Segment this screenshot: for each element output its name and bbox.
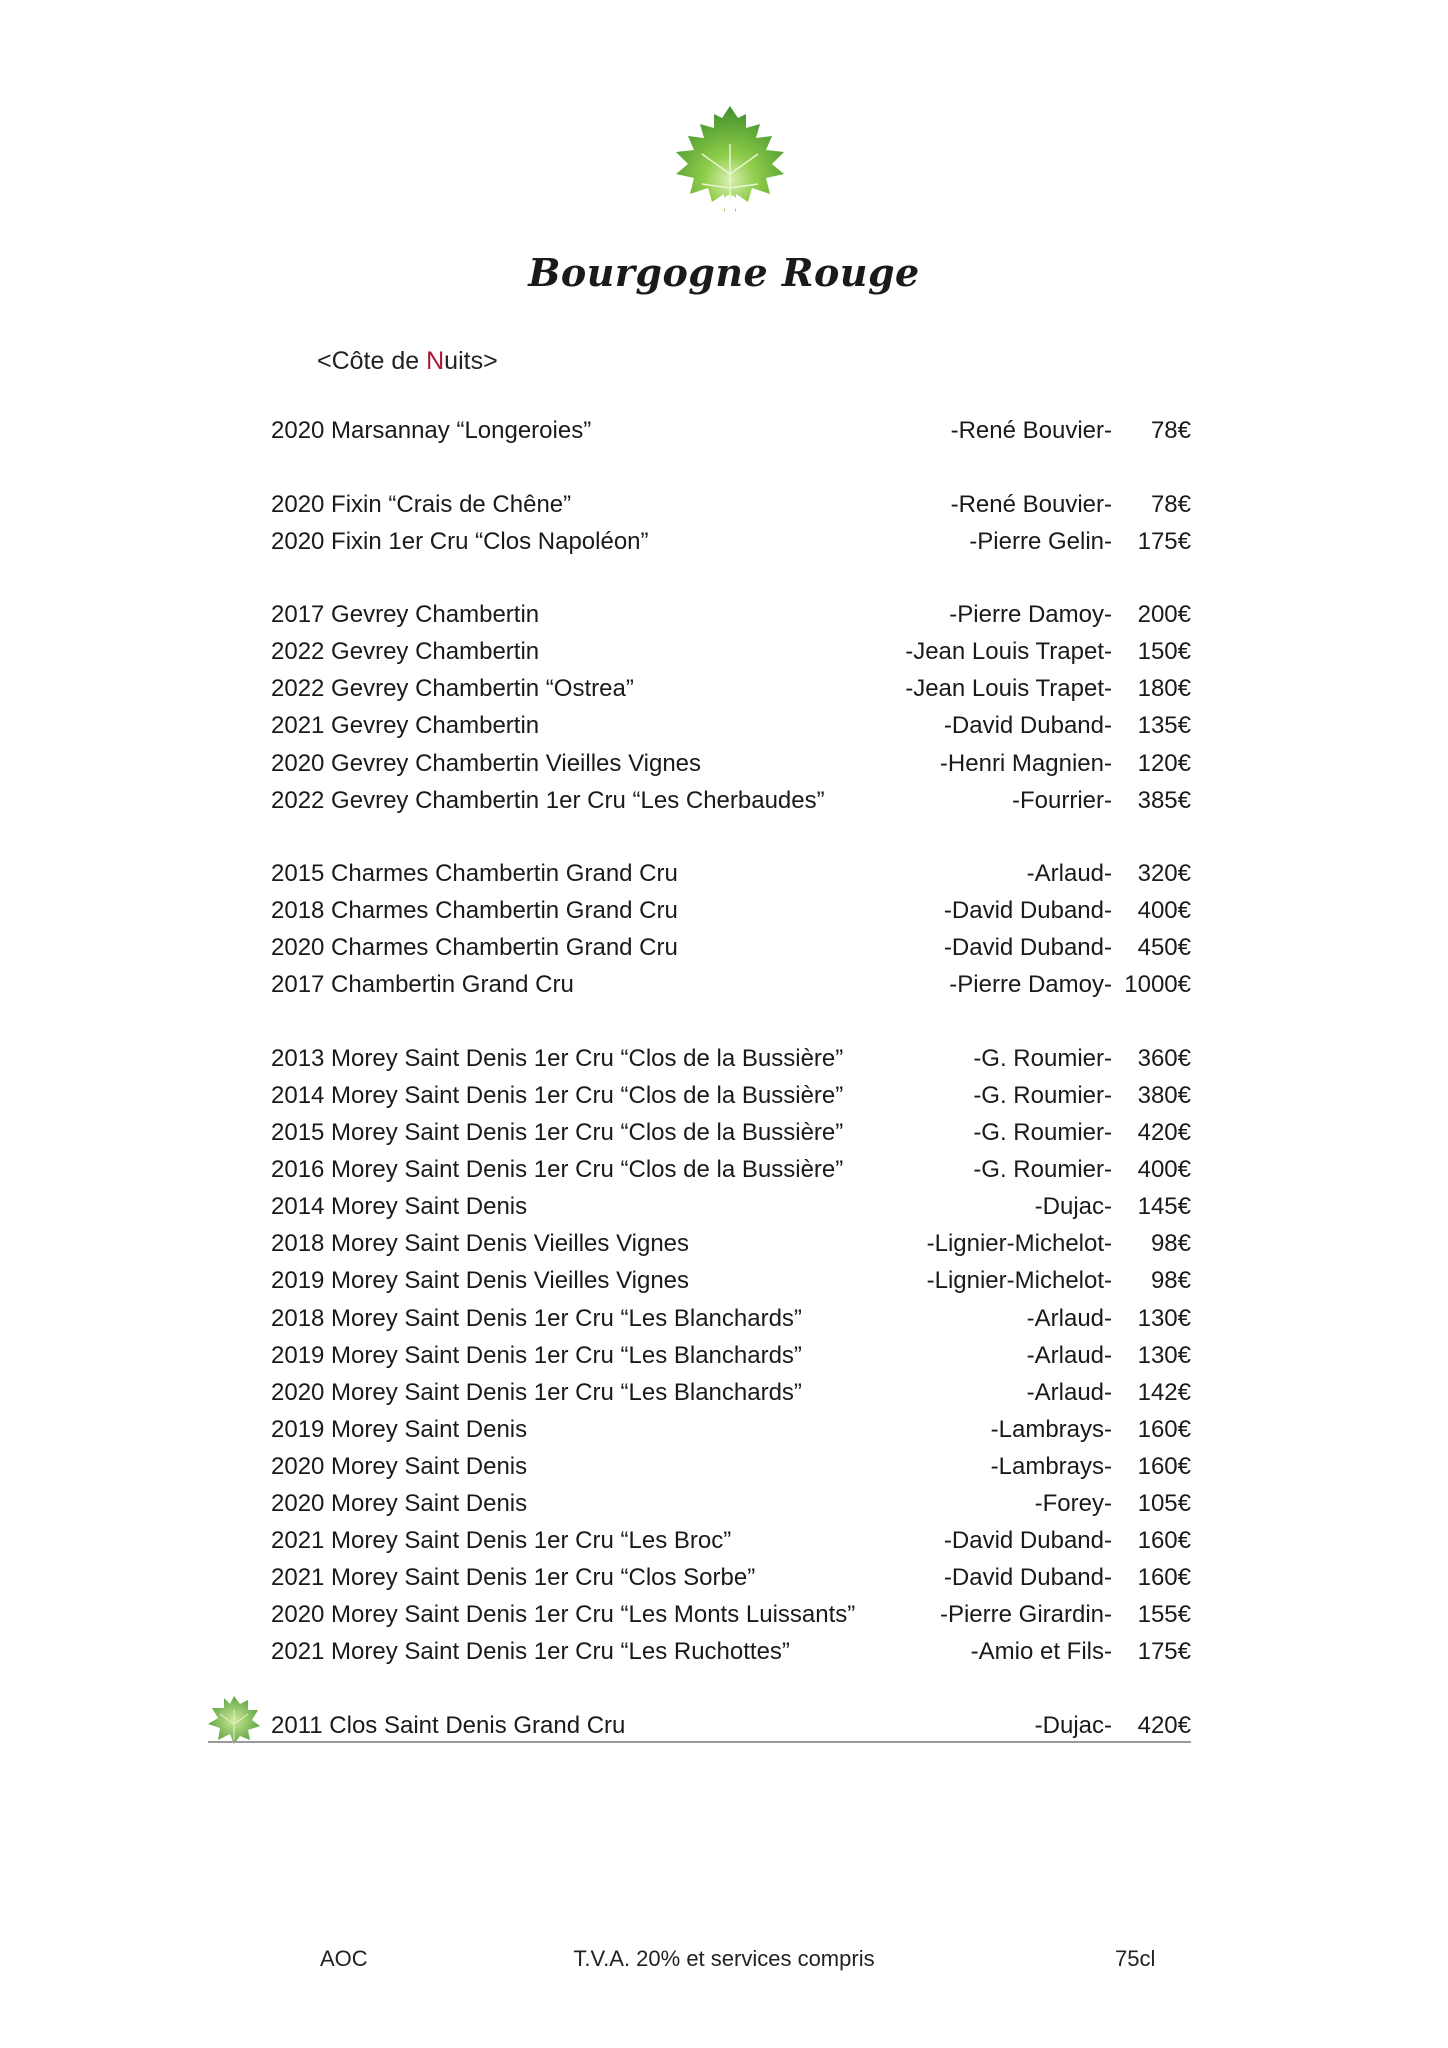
wine-producer: -Jean Louis Trapet-: [905, 675, 1112, 702]
wine-row: [271, 1152, 1191, 1188]
wine-price: 160€: [1137, 1453, 1191, 1480]
wine-name: 2016 Morey Saint Denis 1er Cru “Clos de la Bussière”: [271, 1156, 844, 1183]
wine-price: 160€: [1137, 1564, 1191, 1591]
wine-price: 105€: [1137, 1490, 1191, 1517]
wine-producer: -G. Roumier-: [973, 1156, 1112, 1183]
wine-producer: -Jean Louis Trapet-: [905, 638, 1112, 665]
wine-price: 420€: [1137, 1712, 1191, 1739]
section-accent-letter: N: [426, 347, 445, 375]
wine-price: 160€: [1137, 1416, 1191, 1443]
wine-row: [271, 1375, 1191, 1411]
wine-name: 2011 Clos Saint Denis Grand Cru: [271, 1712, 626, 1739]
footer-tax-note: T.V.A. 20% et services compris: [573, 1946, 875, 1971]
wine-name: 2013 Morey Saint Denis 1er Cru “Clos de la Bussière”: [271, 1045, 844, 1072]
wine-row: [271, 1078, 1191, 1114]
wine-price: 130€: [1137, 1305, 1191, 1332]
wine-producer: -Lignier-Michelot-: [926, 1267, 1112, 1294]
wine-producer: -Lambrays-: [990, 1453, 1112, 1480]
wine-row: [271, 1412, 1191, 1448]
wine-price: 1000€: [1124, 971, 1191, 998]
wine-producer: -Arlaud-: [1026, 860, 1112, 887]
wine-producer: -Dujac-: [1034, 1193, 1112, 1220]
wine-producer: -Pierre Damoy-: [949, 971, 1112, 998]
wine-row: [271, 783, 1191, 819]
wine-name: 2019 Morey Saint Denis Vieilles Vignes: [271, 1267, 690, 1294]
wine-producer: -David Duband-: [943, 712, 1112, 739]
wine-producer: -Forey-: [1034, 1490, 1112, 1517]
wine-row: [271, 487, 1191, 523]
wine-name: 2014 Morey Saint Denis 1er Cru “Clos de la Bussière”: [271, 1082, 844, 1109]
wine-row: [271, 893, 1191, 929]
featured-row-underline: [208, 1741, 1191, 1743]
footer-aoc: AOC: [320, 1946, 368, 1971]
wine-price: 160€: [1137, 1527, 1191, 1554]
section-prefix: <Côte de: [317, 347, 427, 375]
footer-volume: 75cl: [1115, 1946, 1156, 1971]
wine-producer: -Arlaud-: [1026, 1342, 1112, 1369]
wine-row: [271, 1041, 1191, 1077]
wine-row: [271, 708, 1191, 744]
wine-row: [271, 1708, 1191, 1744]
wine-producer: -G. Roumier-: [973, 1119, 1112, 1146]
wine-name: 2020 Morey Saint Denis: [271, 1490, 528, 1517]
wine-producer: -G. Roumier-: [973, 1082, 1112, 1109]
wine-price: 385€: [1137, 787, 1191, 814]
wine-price: 78€: [1150, 491, 1191, 518]
wine-name: 2015 Charmes Chambertin Grand Cru: [271, 860, 678, 887]
section-suffix: uits>: [444, 347, 498, 375]
wine-name: 2015 Morey Saint Denis 1er Cru “Clos de la Bussière”: [271, 1119, 844, 1146]
page-title: Bourgogne Rouge: [528, 250, 920, 295]
wine-row: [271, 1338, 1191, 1374]
wine-producer: -David Duband-: [943, 934, 1112, 961]
wine-name: 2020 Fixin 1er Cru “Clos Napoléon”: [271, 528, 649, 555]
wine-price: 380€: [1137, 1082, 1191, 1109]
wine-row: [271, 746, 1191, 782]
wine-price: 320€: [1137, 860, 1191, 887]
wine-name: 2014 Morey Saint Denis: [271, 1193, 528, 1220]
wine-producer: -G. Roumier-: [973, 1045, 1112, 1072]
wine-name: 2020 Morey Saint Denis 1er Cru “Les Monts Luissants”: [271, 1601, 856, 1628]
wine-producer: -René Bouvier-: [950, 491, 1112, 518]
wine-producer: -Pierre Girardin-: [939, 1601, 1112, 1628]
wine-name: 2017 Chambertin Grand Cru: [271, 971, 574, 998]
wine-price: 130€: [1137, 1342, 1191, 1369]
wine-row: [271, 1263, 1191, 1299]
wine-price: 155€: [1137, 1601, 1191, 1628]
wine-price: 135€: [1137, 712, 1191, 739]
wine-producer: -Amio et Fils-: [970, 1638, 1112, 1665]
wine-name: 2020 Fixin “Crais de Chêne”: [271, 491, 572, 518]
wine-row: [271, 1189, 1191, 1225]
wine-price: 180€: [1137, 675, 1191, 702]
wine-producer: -René Bouvier-: [950, 417, 1112, 444]
wine-name: 2019 Morey Saint Denis: [271, 1416, 528, 1443]
wine-producer: -Henri Magnien-: [939, 750, 1112, 777]
wine-producer: -Lambrays-: [990, 1416, 1112, 1443]
wine-producer: -Fourrier-: [1012, 787, 1112, 814]
wine-row: [271, 634, 1191, 670]
wine-name: 2020 Morey Saint Denis 1er Cru “Les Blanchards”: [271, 1379, 802, 1406]
wine-price: 145€: [1137, 1193, 1191, 1220]
wine-producer: -Lignier-Michelot-: [926, 1230, 1112, 1257]
wine-name: 2021 Morey Saint Denis 1er Cru “Les Broc”: [271, 1527, 732, 1554]
wine-row: [271, 1115, 1191, 1151]
wine-name: 2018 Morey Saint Denis 1er Cru “Les Blanchards”: [271, 1305, 802, 1332]
wine-price: 175€: [1137, 1638, 1191, 1665]
wine-row: [271, 1301, 1191, 1337]
wine-producer: -David Duband-: [943, 1527, 1112, 1554]
wine-row: [271, 1449, 1191, 1485]
wine-name: 2017 Gevrey Chambertin: [271, 601, 540, 628]
wine-price: 200€: [1137, 601, 1191, 628]
section-heading: [317, 347, 498, 376]
wine-row: [271, 1523, 1191, 1559]
wine-price: 450€: [1137, 934, 1191, 961]
wine-price: 400€: [1137, 1156, 1191, 1183]
wine-producer: -Pierre Damoy-: [949, 601, 1112, 628]
small-vine-leaf-icon: [206, 1692, 262, 1748]
wine-row: [271, 1226, 1191, 1262]
wine-price: 98€: [1150, 1230, 1191, 1257]
wine-price: 420€: [1137, 1119, 1191, 1146]
wine-name: 2021 Gevrey Chambertin: [271, 712, 540, 739]
wine-row: [271, 413, 1191, 449]
wine-price: 98€: [1150, 1267, 1191, 1294]
wine-row: [271, 930, 1191, 966]
wine-name: 2020 Marsannay “Longeroies”: [271, 417, 592, 444]
wine-price: 150€: [1137, 638, 1191, 665]
wine-row: [271, 856, 1191, 892]
wine-row: [271, 1560, 1191, 1596]
wine-name: 2021 Morey Saint Denis 1er Cru “Les Ruchottes”: [271, 1638, 790, 1665]
wine-price: 360€: [1137, 1045, 1191, 1072]
wine-row: [271, 1597, 1191, 1633]
wine-producer: -Pierre Gelin-: [969, 528, 1112, 555]
wine-name: 2018 Morey Saint Denis Vieilles Vignes: [271, 1230, 690, 1257]
wine-producer: -David Duband-: [943, 897, 1112, 924]
wine-name: 2020 Gevrey Chambertin Vieilles Vignes: [271, 750, 702, 777]
wine-name: 2022 Gevrey Chambertin: [271, 638, 540, 665]
wine-price: 400€: [1137, 897, 1191, 924]
wine-price: 175€: [1137, 528, 1191, 555]
wine-row: [271, 967, 1191, 1003]
wine-price: 142€: [1137, 1379, 1191, 1406]
wine-name: 2019 Morey Saint Denis 1er Cru “Les Blanchards”: [271, 1342, 802, 1369]
wine-name: 2020 Morey Saint Denis: [271, 1453, 528, 1480]
wine-price: 120€: [1137, 750, 1191, 777]
vine-leaf-icon: [672, 104, 788, 230]
wine-name: 2021 Morey Saint Denis 1er Cru “Clos Sorbe”: [271, 1564, 756, 1591]
wine-name: 2022 Gevrey Chambertin 1er Cru “Les Cherbaudes”: [271, 787, 825, 814]
wine-producer: -David Duband-: [943, 1564, 1112, 1591]
wine-row: [271, 597, 1191, 633]
wine-producer: -Dujac-: [1034, 1712, 1112, 1739]
wine-row: [271, 524, 1191, 560]
wine-name: 2018 Charmes Chambertin Grand Cru: [271, 897, 678, 924]
wine-producer: -Arlaud-: [1026, 1305, 1112, 1332]
wine-row: [271, 1634, 1191, 1670]
wine-row: [271, 1486, 1191, 1522]
wine-producer: -Arlaud-: [1026, 1379, 1112, 1406]
wine-name: 2022 Gevrey Chambertin “Ostrea”: [271, 675, 634, 702]
wine-price: 78€: [1150, 417, 1191, 444]
wine-row: [271, 671, 1191, 707]
wine-name: 2020 Charmes Chambertin Grand Cru: [271, 934, 678, 961]
